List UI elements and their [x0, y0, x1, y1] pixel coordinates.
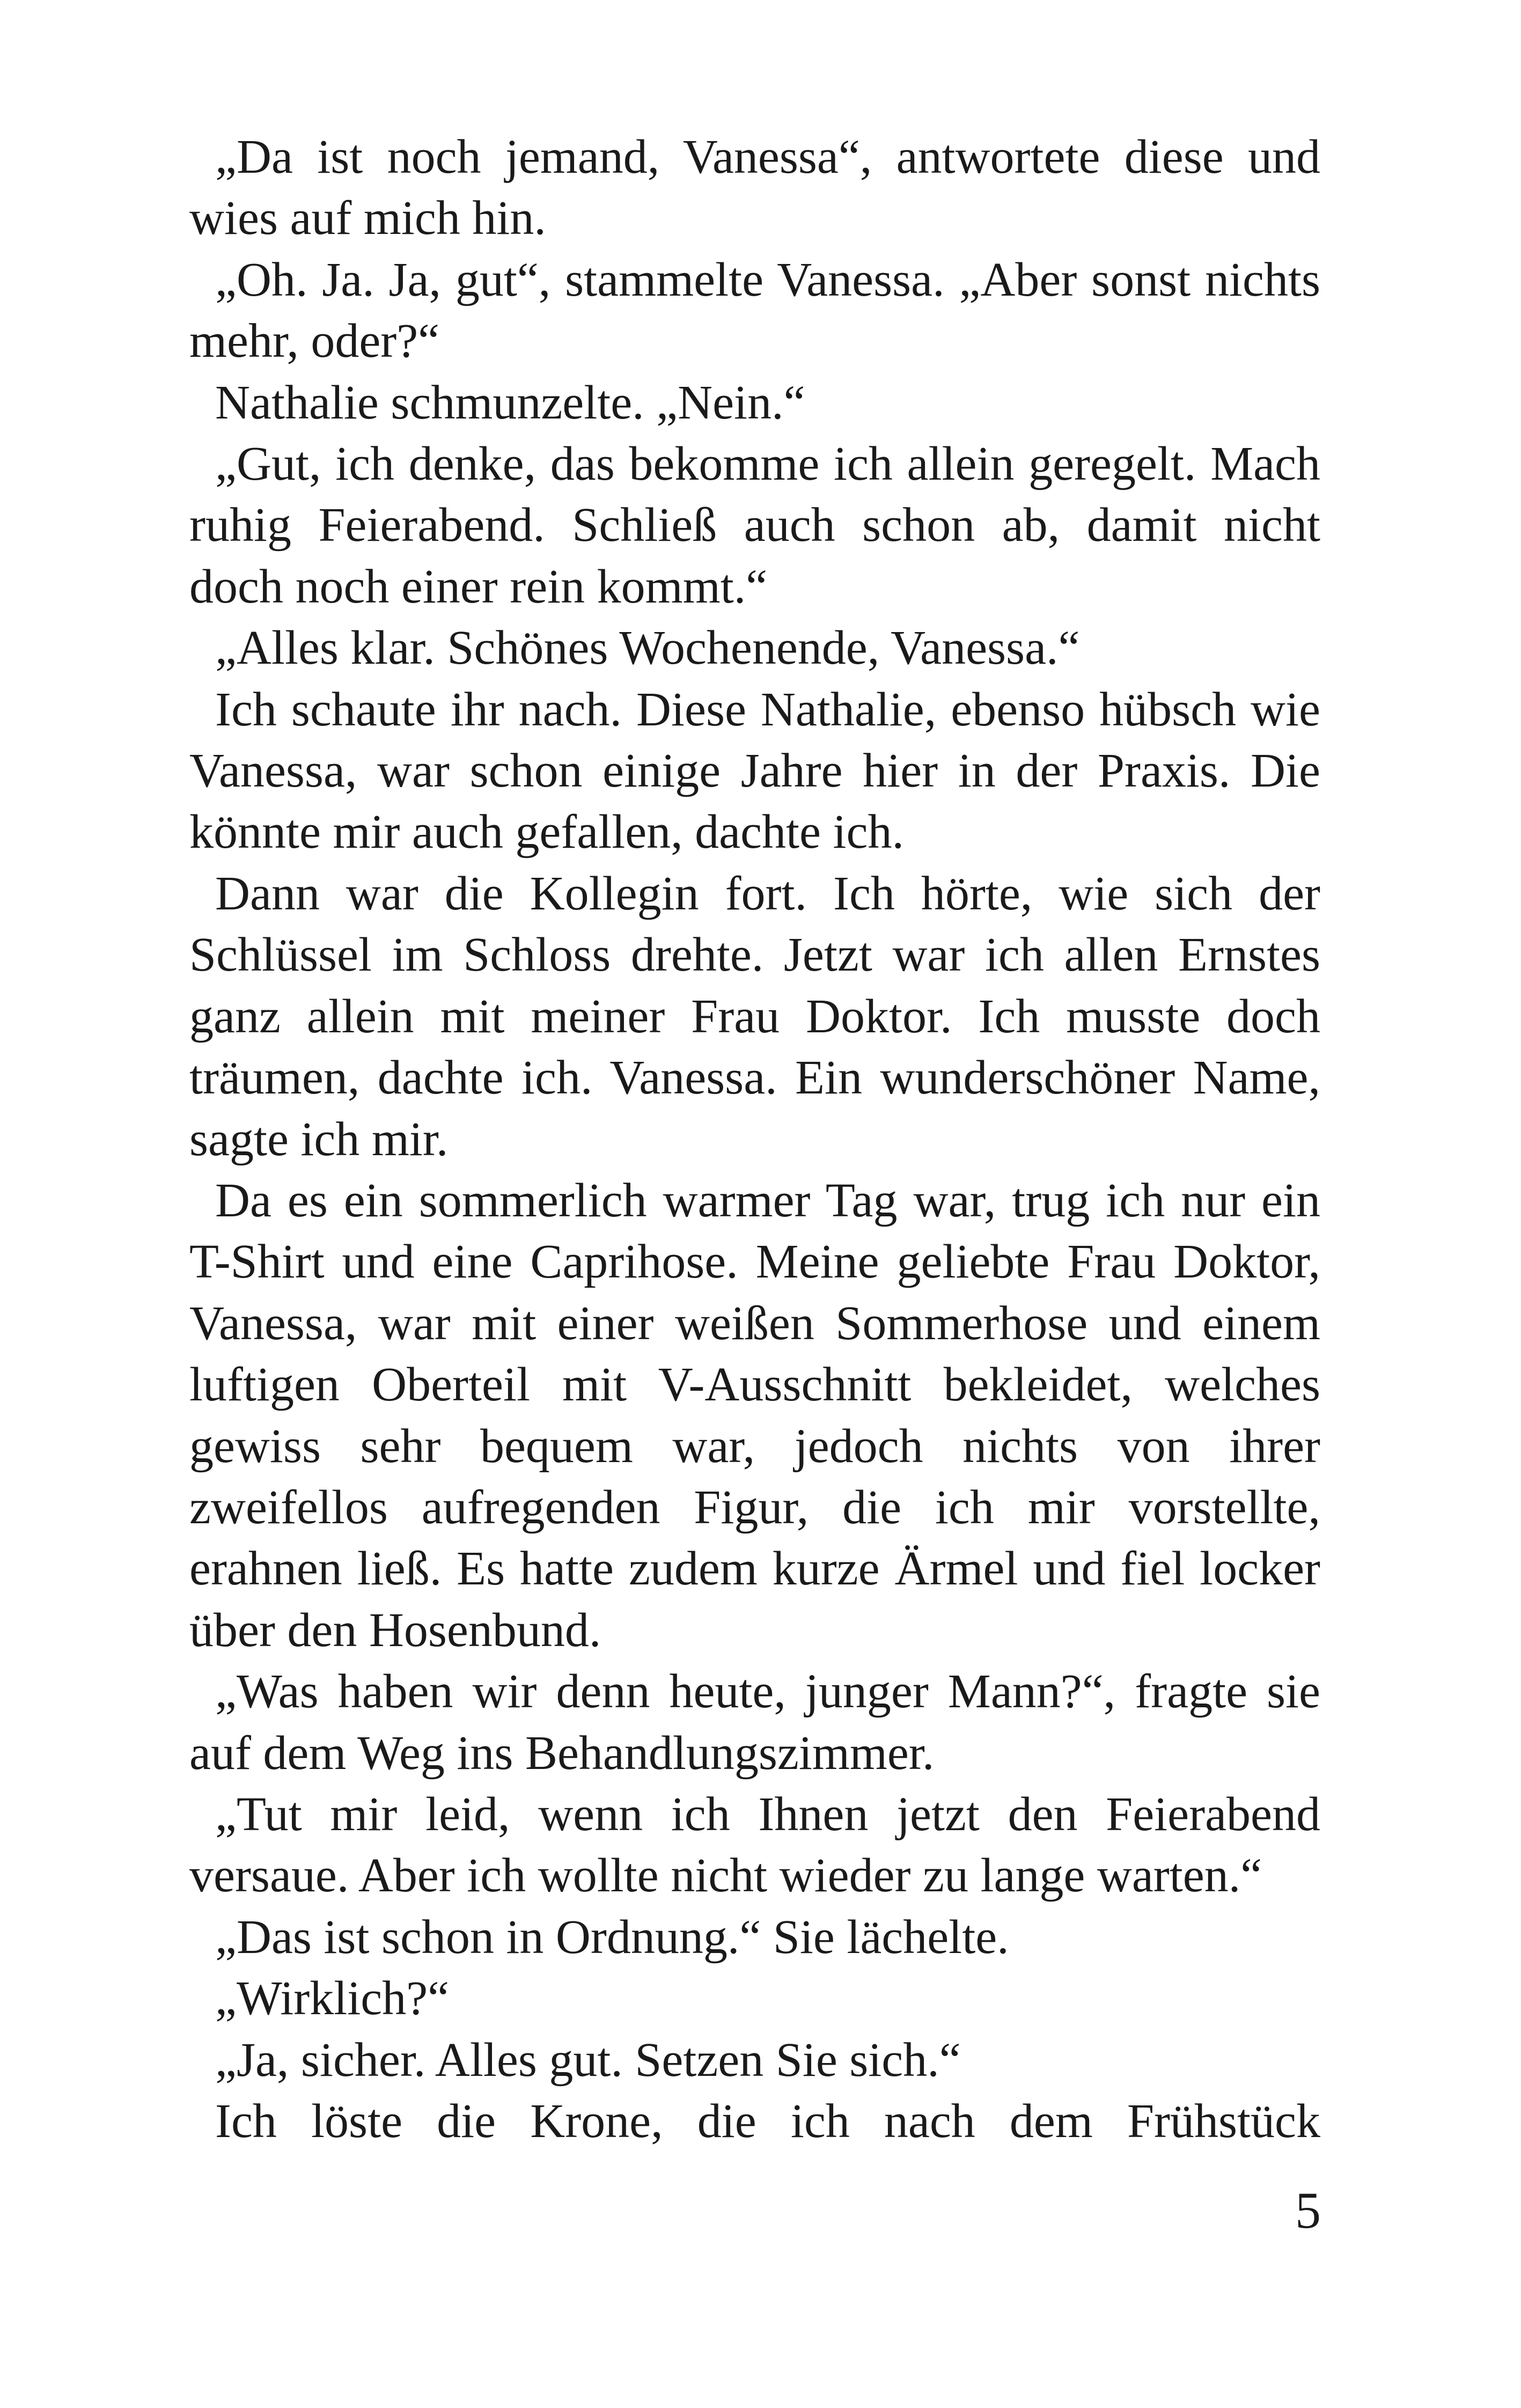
paragraph: „Da ist noch jemand, Vanessa“, antwortete diese und wies auf mich hin. [189, 130, 1320, 245]
paragraph: „Alles klar. Schönes Wochenende, Vanessa.“ [215, 621, 1080, 675]
paragraph: Dann war die Kollegin fort. Ich hörte, wie sich der Schlüssel im Schloss drehte. Jetzt war ich allen Ernstes ganz allein mit meiner Frau Doktor. Ich musste doch träumen, dachte ich. Vanessa. Ein wunderschöner Name, sagte ich mir. [189, 867, 1320, 1166]
paragraph: Ich löste die Krone, die ich nach dem Frühstück [215, 2095, 1320, 2148]
paragraph: Da es ein sommerlich warmer Tag war, trug ich nur ein T-Shirt und eine Caprihose. Meine geliebte Frau Doktor, Vanessa, war mit einer weißen Sommerhose und einem luftigen Oberteil mit V-Ausschnitt bekleidet, welches gewiss sehr bequem war, jedoch nichts von ihrer zweifellos aufregenden Figur, die ich mir vorstellte, erahnen ließ. Es hatte zudem kurze Ärmel und fiel locker über den Hosenbund. [189, 1173, 1320, 1657]
paragraph: „Wirklich?“ [215, 1972, 450, 2025]
paragraph: „Was haben wir denn heute, junger Mann?“, fragte sie auf dem Weg ins Behandlungszimmer. [189, 1665, 1320, 1780]
page-body [189, 127, 1320, 2152]
paragraph: „Gut, ich denke, das bekomme ich allein geregelt. Mach ruhig Feierabend. Schließ auch schon ab, damit nicht doch noch einer rein kommt.“ [189, 437, 1320, 613]
paragraph: „Oh. Ja. Ja, gut“, stammelte Vanessa. „Aber sonst nichts mehr, oder?“ [189, 253, 1320, 368]
paragraph: Nathalie schmunzelte. „Nein.“ [215, 376, 805, 429]
paragraph: „Tut mir leid, wenn ich Ihnen jetzt den Feierabend versaue. Aber ich wollte nicht wieder zu lange warten.“ [189, 1787, 1320, 1903]
page-number: 5 [1295, 2182, 1321, 2239]
paragraph: „Ja, sicher. Alles gut. Setzen Sie sich.“ [215, 2033, 961, 2087]
paragraph: Ich schaute ihr nach. Diese Nathalie, ebenso hübsch wie Vanessa, war schon einige Jahre hier in der Praxis. Die könnte mir auch gefallen, dachte ich. [189, 682, 1320, 859]
paragraph: „Das ist schon in Ordnung.“ Sie lächelte. [215, 1910, 1009, 1964]
